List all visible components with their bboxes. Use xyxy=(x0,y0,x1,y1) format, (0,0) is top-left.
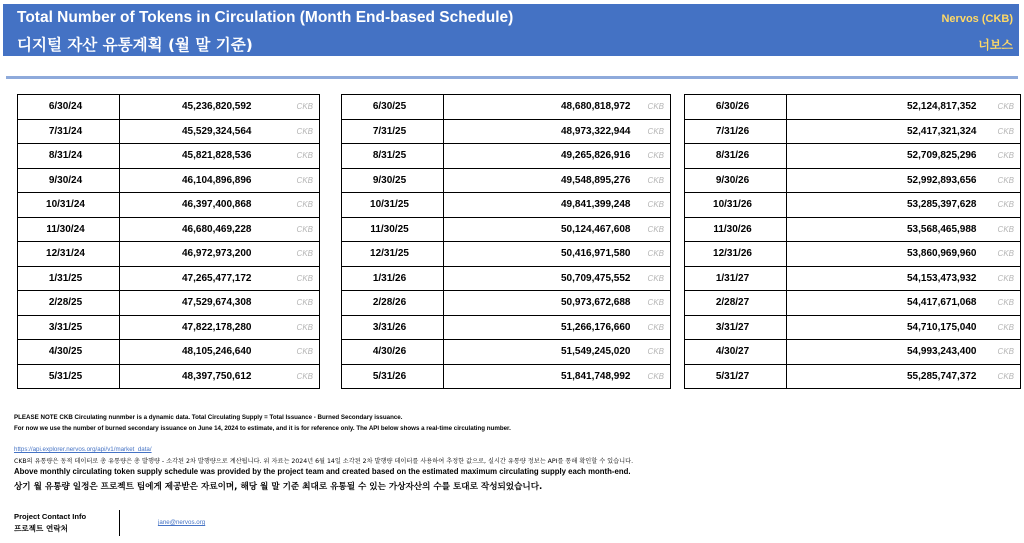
supply-value-cell: 49,265,826,916 xyxy=(444,144,637,169)
date-cell: 2/28/26 xyxy=(342,291,444,316)
date-cell: 9/30/26 xyxy=(685,168,787,193)
unit-cell: CKB xyxy=(983,291,1021,316)
date-cell: 12/31/24 xyxy=(18,242,120,267)
date-cell: 5/31/27 xyxy=(685,364,787,389)
table-row xyxy=(685,144,1021,169)
date-cell: 4/30/25 xyxy=(18,340,120,365)
contact-email-link[interactable]: jane@nervos.org xyxy=(158,519,206,526)
supply-table-1 xyxy=(17,94,320,389)
unit-cell: CKB xyxy=(258,168,320,193)
api-link[interactable]: https://api.explorer.nervos.org/api/v1/market_data/ xyxy=(14,446,152,453)
contact-label: Project Contact Info xyxy=(14,512,87,521)
page-title-korean: 디지털 자산 유통계획 (월 말 기준) xyxy=(17,36,253,54)
table-row xyxy=(685,291,1021,316)
unit-cell: CKB xyxy=(983,95,1021,120)
unit-cell: CKB xyxy=(983,217,1021,242)
supply-value-cell: 53,568,465,988 xyxy=(787,217,983,242)
unit-cell: CKB xyxy=(258,266,320,291)
unit-cell: CKB xyxy=(637,95,671,120)
unit-cell: CKB xyxy=(637,168,671,193)
table-row xyxy=(18,364,320,389)
date-cell: 7/31/24 xyxy=(18,119,120,144)
table-row xyxy=(342,242,671,267)
date-cell: 6/30/26 xyxy=(685,95,787,120)
table-row xyxy=(685,340,1021,365)
date-cell: 11/30/25 xyxy=(342,217,444,242)
supply-value-cell: 48,105,246,640 xyxy=(120,340,258,365)
unit-cell: CKB xyxy=(258,193,320,218)
unit-cell: CKB xyxy=(258,340,320,365)
supply-value-cell: 53,285,397,628 xyxy=(787,193,983,218)
date-cell: 8/31/26 xyxy=(685,144,787,169)
supply-value-cell: 47,265,477,172 xyxy=(120,266,258,291)
supply-value-cell: 48,680,818,972 xyxy=(444,95,637,120)
supply-value-cell: 50,416,971,580 xyxy=(444,242,637,267)
date-cell: 6/30/24 xyxy=(18,95,120,120)
table-row xyxy=(342,340,671,365)
date-cell: 2/28/27 xyxy=(685,291,787,316)
supply-value-cell: 46,104,896,896 xyxy=(120,168,258,193)
unit-cell: CKB xyxy=(637,266,671,291)
table-row xyxy=(342,364,671,389)
date-cell: 1/31/27 xyxy=(685,266,787,291)
table-row xyxy=(685,217,1021,242)
date-cell: 7/31/26 xyxy=(685,119,787,144)
supply-table-3 xyxy=(684,94,1021,389)
supply-value-cell: 50,124,467,608 xyxy=(444,217,637,242)
date-cell: 8/31/25 xyxy=(342,144,444,169)
table-row xyxy=(342,291,671,316)
unit-cell: CKB xyxy=(637,315,671,340)
table-row xyxy=(18,242,320,267)
contact-label-korean: 프로젝트 연락처 xyxy=(14,524,68,533)
table-row xyxy=(685,315,1021,340)
supply-value-cell: 46,397,400,868 xyxy=(120,193,258,218)
unit-cell: CKB xyxy=(637,291,671,316)
table-row xyxy=(342,168,671,193)
supply-value-cell: 51,841,748,992 xyxy=(444,364,637,389)
table-row xyxy=(685,266,1021,291)
date-cell: 10/31/24 xyxy=(18,193,120,218)
date-cell: 3/31/25 xyxy=(18,315,120,340)
unit-cell: CKB xyxy=(983,168,1021,193)
supply-value-cell: 54,417,671,068 xyxy=(787,291,983,316)
note-schedule-source-korean: 상기 월 유통량 일정은 프로젝트 팀에게 제공받은 자료이며, 해당 월 말 기준 최대로 유통될 수 있는 가상자산의 수를 토대로 작성되었습니다. xyxy=(14,482,543,492)
unit-cell: CKB xyxy=(983,119,1021,144)
date-cell: 6/30/25 xyxy=(342,95,444,120)
unit-cell: CKB xyxy=(258,95,320,120)
supply-value-cell: 54,710,175,040 xyxy=(787,315,983,340)
table-row xyxy=(18,193,320,218)
unit-cell: CKB xyxy=(258,315,320,340)
note-schedule-source: Above monthly circulating token supply schedule was provided by the project team and created based on the estimated maximum circulating supply each month-end. xyxy=(14,467,631,476)
table-row xyxy=(342,95,671,120)
header-banner xyxy=(3,4,1019,56)
supply-value-cell: 53,860,969,960 xyxy=(787,242,983,267)
table-row xyxy=(685,193,1021,218)
table-row xyxy=(18,340,320,365)
supply-value-cell: 52,124,817,352 xyxy=(787,95,983,120)
supply-value-cell: 46,680,469,228 xyxy=(120,217,258,242)
table-row xyxy=(685,95,1021,120)
supply-value-cell: 51,549,245,020 xyxy=(444,340,637,365)
supply-value-cell: 48,397,750,612 xyxy=(120,364,258,389)
supply-value-cell: 46,972,973,200 xyxy=(120,242,258,267)
unit-cell: CKB xyxy=(258,242,320,267)
table-row xyxy=(18,168,320,193)
note-estimate: For now we use the number of burned secondary issuance on June 14, 2024 to estimate, and it is for reference only. The API below shows a real-time circulating number. xyxy=(14,425,511,432)
table-row xyxy=(342,266,671,291)
date-cell: 3/31/26 xyxy=(342,315,444,340)
supply-value-cell: 50,709,475,552 xyxy=(444,266,637,291)
table-row xyxy=(342,119,671,144)
date-cell: 9/30/24 xyxy=(18,168,120,193)
supply-value-cell: 54,153,473,932 xyxy=(787,266,983,291)
unit-cell: CKB xyxy=(637,242,671,267)
table-row xyxy=(685,242,1021,267)
unit-cell: CKB xyxy=(983,144,1021,169)
supply-value-cell: 47,529,674,308 xyxy=(120,291,258,316)
table-row xyxy=(18,144,320,169)
table-row xyxy=(18,291,320,316)
date-cell: 4/30/26 xyxy=(342,340,444,365)
date-cell: 11/30/26 xyxy=(685,217,787,242)
unit-cell: CKB xyxy=(637,364,671,389)
note-dynamic-data: PLEASE NOTE CKB Circulating nunmber is a dynamic data. Total Circulating Supply = Total Issuance - Burned Secondary issuance. xyxy=(14,414,403,421)
unit-cell: CKB xyxy=(983,364,1021,389)
project-name-korean: 너보스 xyxy=(978,38,1013,52)
unit-cell: CKB xyxy=(983,266,1021,291)
date-cell: 10/31/26 xyxy=(685,193,787,218)
unit-cell: CKB xyxy=(637,217,671,242)
table-row xyxy=(18,266,320,291)
table-row xyxy=(685,364,1021,389)
table-row xyxy=(342,193,671,218)
table-row xyxy=(18,315,320,340)
supply-value-cell: 45,529,324,564 xyxy=(120,119,258,144)
date-cell: 1/31/26 xyxy=(342,266,444,291)
supply-table-2 xyxy=(341,94,671,389)
date-cell: 10/31/25 xyxy=(342,193,444,218)
project-name: Nervos (CKB) xyxy=(941,13,1013,25)
supply-value-cell: 51,266,176,660 xyxy=(444,315,637,340)
supply-value-cell: 52,417,321,324 xyxy=(787,119,983,144)
supply-value-cell: 49,548,895,276 xyxy=(444,168,637,193)
unit-cell: CKB xyxy=(258,119,320,144)
unit-cell: CKB xyxy=(258,291,320,316)
supply-value-cell: 54,993,243,400 xyxy=(787,340,983,365)
unit-cell: CKB xyxy=(637,340,671,365)
supply-value-cell: 52,992,893,656 xyxy=(787,168,983,193)
date-cell: 12/31/26 xyxy=(685,242,787,267)
supply-value-cell: 50,973,672,688 xyxy=(444,291,637,316)
contact-divider xyxy=(119,510,120,536)
header-divider xyxy=(6,76,1018,79)
table-row xyxy=(342,217,671,242)
unit-cell: CKB xyxy=(637,119,671,144)
date-cell: 4/30/27 xyxy=(685,340,787,365)
unit-cell: CKB xyxy=(983,193,1021,218)
unit-cell: CKB xyxy=(983,242,1021,267)
date-cell: 7/31/25 xyxy=(342,119,444,144)
supply-value-cell: 52,709,825,296 xyxy=(787,144,983,169)
unit-cell: CKB xyxy=(983,315,1021,340)
unit-cell: CKB xyxy=(637,144,671,169)
date-cell: 5/31/26 xyxy=(342,364,444,389)
date-cell: 2/28/25 xyxy=(18,291,120,316)
table-row xyxy=(18,217,320,242)
table-row xyxy=(685,168,1021,193)
unit-cell: CKB xyxy=(983,340,1021,365)
date-cell: 1/31/25 xyxy=(18,266,120,291)
unit-cell: CKB xyxy=(258,217,320,242)
date-cell: 9/30/25 xyxy=(342,168,444,193)
page-title: Total Number of Tokens in Circulation (Month End-based Schedule) xyxy=(17,9,514,26)
date-cell: 12/31/25 xyxy=(342,242,444,267)
supply-value-cell: 49,841,399,248 xyxy=(444,193,637,218)
table-row xyxy=(18,119,320,144)
supply-value-cell: 45,236,820,592 xyxy=(120,95,258,120)
table-row xyxy=(685,119,1021,144)
date-cell: 8/31/24 xyxy=(18,144,120,169)
date-cell: 5/31/25 xyxy=(18,364,120,389)
supply-value-cell: 45,821,828,536 xyxy=(120,144,258,169)
table-row xyxy=(342,315,671,340)
date-cell: 3/31/27 xyxy=(685,315,787,340)
table-row xyxy=(342,144,671,169)
unit-cell: CKB xyxy=(637,193,671,218)
unit-cell: CKB xyxy=(258,364,320,389)
date-cell: 11/30/24 xyxy=(18,217,120,242)
note-korean-dynamic-data: CKB의 유통량은 동적 데이터로 총 유통량은 총 발행량 - 소각된 2차 발행량으로 계산됩니다. 위 자료는 2024년 6월 14일 소각된 2차 발행량 데이터를 사용하여 추정한 값으로, 실시간 유통량 정보는 API를 통해 확인할 수 있습니다. xyxy=(14,458,634,465)
table-row xyxy=(18,95,320,120)
supply-value-cell: 47,822,178,280 xyxy=(120,315,258,340)
supply-value-cell: 55,285,747,372 xyxy=(787,364,983,389)
unit-cell: CKB xyxy=(258,144,320,169)
supply-value-cell: 48,973,322,944 xyxy=(444,119,637,144)
